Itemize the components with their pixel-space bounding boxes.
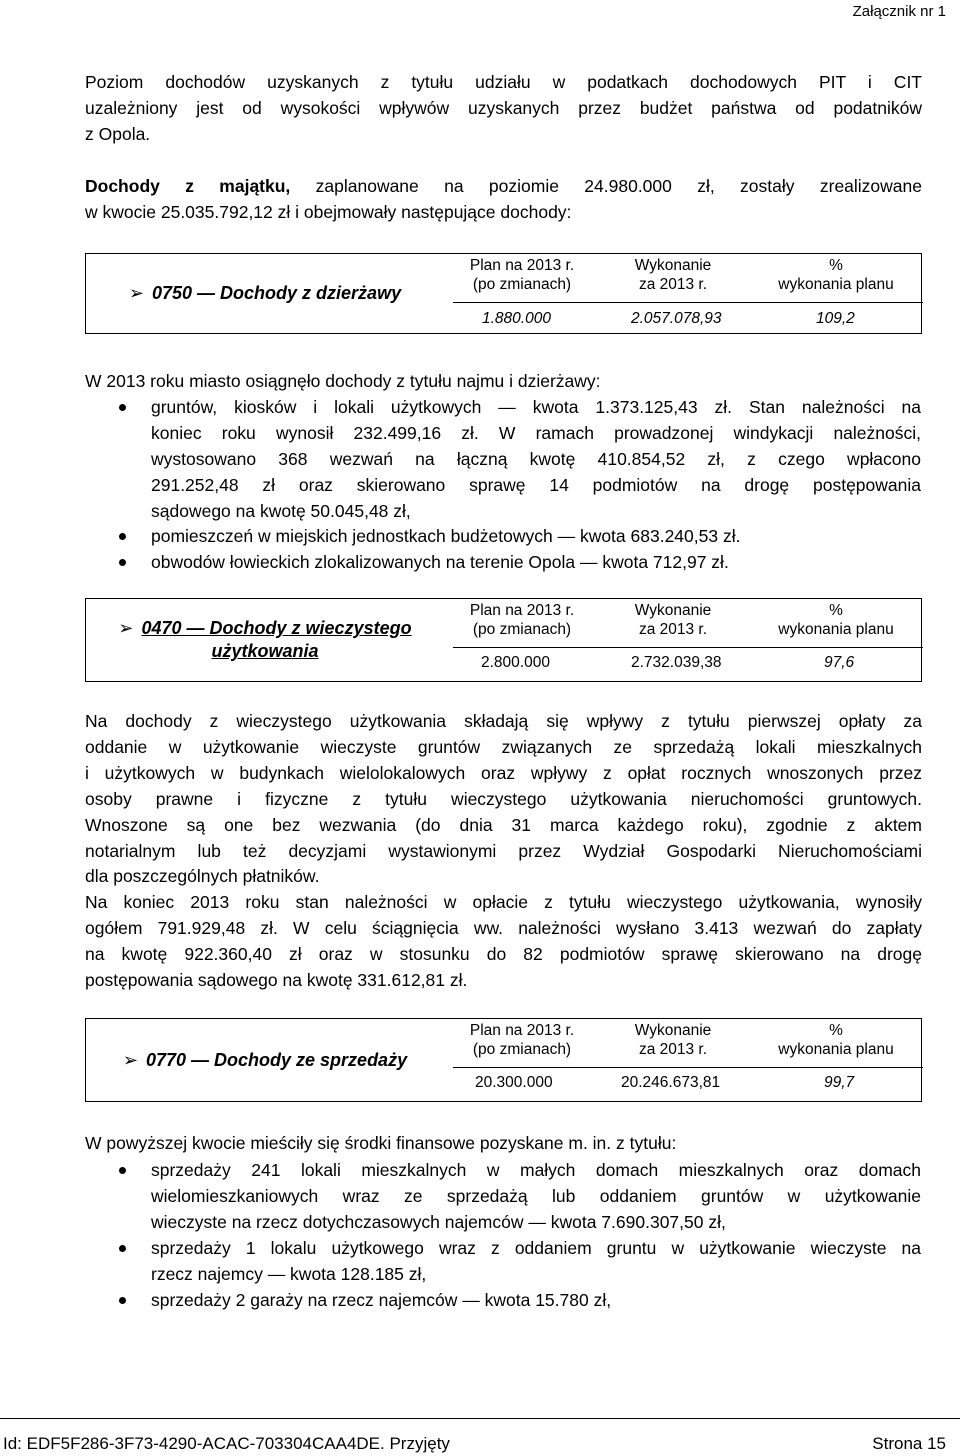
bullet-icon <box>119 1245 126 1252</box>
plan-value: 2.800.000 <box>481 654 550 671</box>
plan-header: Plan na 2013 r. (po zmianach) <box>469 257 575 293</box>
attachment-label: Załącznik nr 1 <box>852 3 946 20</box>
assets-rest: zaplanowane na poziomie 24.980.000 zł, zostały zrealizowane <box>290 176 922 196</box>
plan-header: Plan na 2013 r. (po zmianach) <box>469 602 575 638</box>
pct-header: % wykonania planu <box>778 257 894 293</box>
exec-value: 2.732.039,38 <box>631 654 722 671</box>
table-0470 <box>85 598 922 682</box>
bullet-icon <box>119 1297 126 1304</box>
table-divider <box>453 647 923 648</box>
table-divider <box>453 1067 923 1068</box>
arrow-icon: ➢ <box>128 283 144 303</box>
table-0770 <box>85 1018 922 1102</box>
pct-value: 97,6 <box>824 654 855 671</box>
table-title <box>86 254 444 333</box>
page-number: Strona 15 <box>872 1434 946 1453</box>
intro-line: uzależniony jest od wysokości wpływów uzyskanych przez budżet państwa od podatników <box>85 97 922 118</box>
exec-value: 20.246.673,81 <box>621 1074 721 1091</box>
sales-intro: W powyższej kwocie mieściły się środki finansowe pozyskane m. in. z tytułu: <box>85 1133 677 1153</box>
bullet-text: obwodów łowieckich zlokalizowanych na terenie Opola — kwota 712,97 zł. <box>151 552 729 572</box>
table-title <box>86 599 444 681</box>
assets-line <box>85 174 922 200</box>
lease-intro: W 2013 roku miasto osiągnęło dochody z tytułu najmu i dzierżawy: <box>85 371 601 391</box>
exec-header: Wykonanie za 2013 r. <box>634 1022 712 1058</box>
document-id: Id: EDF5F286-3F73-4290-ACAC-703304CAA4DE. Przyjęty <box>3 1434 450 1453</box>
table-title-text: 0750 — Dochody z dzierżawy <box>152 283 402 303</box>
bullet-icon <box>119 533 126 540</box>
pct-value: 99,7 <box>824 1074 855 1091</box>
exec-header: Wykonanie za 2013 r. <box>634 257 712 293</box>
intro-line: z Opola. <box>85 123 151 144</box>
plan-header: Plan na 2013 r. (po zmianach) <box>469 1022 575 1058</box>
assets-line: w kwocie 25.035.792,12 zł i obejmowały następujące dochody: <box>85 201 572 222</box>
bullet-icon <box>119 559 126 566</box>
bullet-text: gruntów, kiosków i lokali użytkowych — kwota 1.373.125,43 zł. Stan należności na koniec roku wynosił 232.499,16 zł. W ramach prowadzonej windykacji należności, wystosowano 368 wezwań na łączną kwotę 410.854,52 zł, z czego wpłacono 291.252,48 zł oraz skierowano sprawę 14 podmiotów na drogę postępowania sądowego na kwotę 50.045,48 zł, <box>151 397 921 521</box>
arrow-icon: ➢ <box>122 1049 138 1070</box>
table-title-text: 0770 — Dochody ze sprzedaży <box>145 1049 408 1070</box>
plan-value: 1.880.000 <box>482 310 551 327</box>
bullet-text: sprzedaży 241 lokali mieszkalnych w małych domach mieszkalnych oraz domach wielomieszkaniowych wraz ze sprzedażą lub oddaniem gruntów w użytkowanie wieczyste na rzecz dotychczasowych najemców — kwota 7.690.307,50 zł, <box>151 1160 921 1232</box>
intro-line: Poziom dochodów uzyskanych z tytułu udziału w podatkach dochodowych PIT i CIT <box>85 72 922 92</box>
bullet-icon <box>119 404 126 411</box>
exec-value: 2.057.078,93 <box>631 310 722 327</box>
pct-header: % wykonania planu <box>778 1022 894 1058</box>
table-divider <box>453 302 923 303</box>
assets-bold: Dochody z majątku, <box>85 176 291 196</box>
pct-value: 109,2 <box>816 310 855 327</box>
assets-paragraph <box>85 174 922 226</box>
table-title <box>86 1019 444 1101</box>
table-0750 <box>85 253 922 334</box>
footer-divider <box>0 1418 960 1419</box>
bullet-text: sprzedaży 1 lokalu użytkowego wraz z oddaniem gruntu w użytkowanie wieczyste na rzecz najemcy — kwota 128.185 zł, <box>151 1238 921 1284</box>
arrow-icon: ➢ <box>118 618 134 638</box>
perpetual-paragraph: Na dochody z wieczystego użytkowania składają się wpływy z tytułu pierwszej opłaty za oddanie w użytkowanie wieczyste gruntów związanych ze sprzedażą lokali mieszkalnych i użytkowych w budynkach wielolokalowych oraz wpływy z opłat rocznych wnoszonych przez osoby prawne i fizyczne z tytułu wieczystego użytkowania nieruchomości gruntowych. Wnoszone są one bez wezwania (do dnia 31 marca każdego roku), zgodnie z aktem notarialnym lub też decyzjami wystawionymi przez Wydział Gospodarki Nieruchomościami dla poszczególnych płatników. Na koniec 2013 roku stan należności w opłacie z tytułu wieczystego użytkowania, wynosiły ogółem 791.929,48 zł. W celu ściągnięcia ww. należności wysłano 3.413 wezwań do zapłaty na kwotę 922.360,40 zł oraz w stosunku do 82 podmiotów sprawę skierowano na drogę postępowania sądowego na kwotę 331.612,81 zł. <box>85 711 922 991</box>
table-title-text: użytkowania <box>211 641 319 661</box>
bullet-text: sprzedaży 2 garaży na rzecz najemców — kwota 15.780 zł, <box>151 1290 612 1310</box>
table-title-text: 0470 — Dochody z wieczystego <box>141 618 412 638</box>
bullet-text: pomieszczeń w miejskich jednostkach budżetowych — kwota 683.240,53 zł. <box>151 526 741 546</box>
pct-header: % wykonania planu <box>778 602 894 638</box>
exec-header: Wykonanie za 2013 r. <box>634 602 712 638</box>
intro-paragraph <box>85 70 922 148</box>
plan-value: 20.300.000 <box>475 1074 553 1091</box>
bullet-icon <box>119 1167 126 1174</box>
